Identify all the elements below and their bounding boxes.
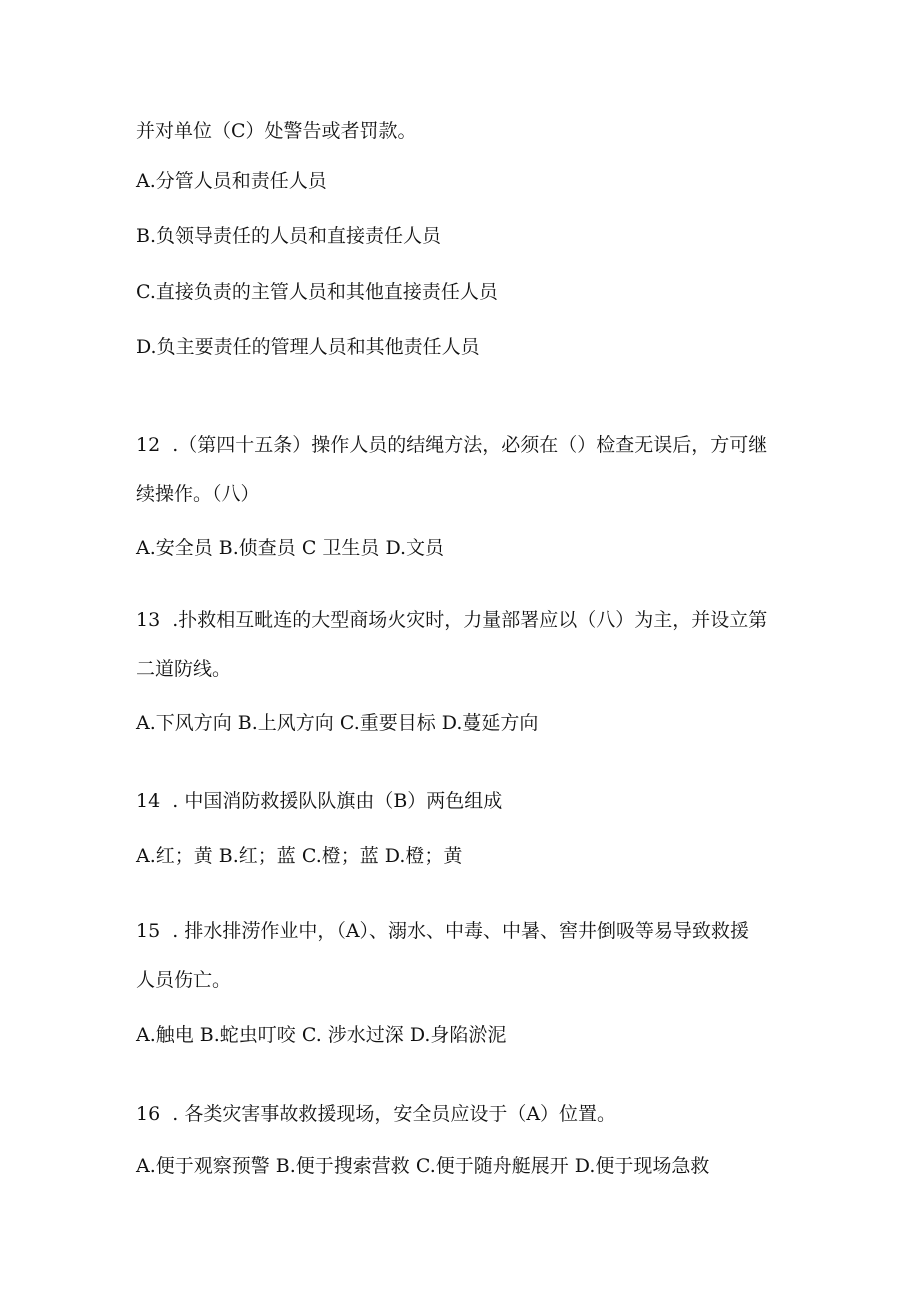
q14-options: A.红；黄 B.红；蓝 C.橙；蓝 D.橙；黄: [136, 845, 463, 867]
q11-option-b: B.负领导责任的人员和直接责任人员: [136, 225, 442, 247]
q11-option-a: A.分管人员和责任人员: [136, 170, 327, 192]
q12-question-line2: 续操作。（八）: [136, 483, 260, 505]
q13-question-line1: 13 .扑救相互毗连的大型商场火灾时，力量部署应以（八）为主，并设立第: [136, 609, 768, 631]
q15-options: A.触电 B.蛇虫叮咬 C. 涉水过深 D.身陷淤泥: [136, 1024, 507, 1046]
q12-options: A.安全员 B.侦查员 C 卫生员 D.文员: [136, 537, 445, 559]
q16-options: A.便于观察预警 B.便于搜索营救 C.便于随舟艇展开 D.便于现场急救: [136, 1155, 710, 1177]
q11-option-d: D.负主要责任的管理人员和其他责任人员: [136, 336, 480, 358]
q12-question-line1: 12 .（第四十五条）操作人员的结绳方法，必须在（）检查无误后，方可继: [136, 434, 768, 456]
q16-question: 16 . 各类灾害事故救援现场，安全员应设于（A）位置。: [136, 1103, 617, 1125]
q14-question: 14 . 中国消防救援队队旗由（B）两色组成: [136, 790, 503, 812]
q11-option-c: C.直接负责的主管人员和其他直接责任人员: [136, 281, 498, 303]
q13-options: A.下风方向 B.上风方向 C.重要目标 D.蔓延方向: [136, 712, 539, 734]
q13-question-line2: 二道防线。: [136, 658, 232, 680]
q15-question-line2: 人员伤亡。: [136, 969, 232, 991]
q11-continuation: 并对单位（C）处警告或者罚款。: [136, 120, 417, 142]
q15-question-line1: 15 . 排水排涝作业中，（A）、溺水、中毒、中暑、窖井倒吸等易导致救援: [136, 920, 750, 942]
